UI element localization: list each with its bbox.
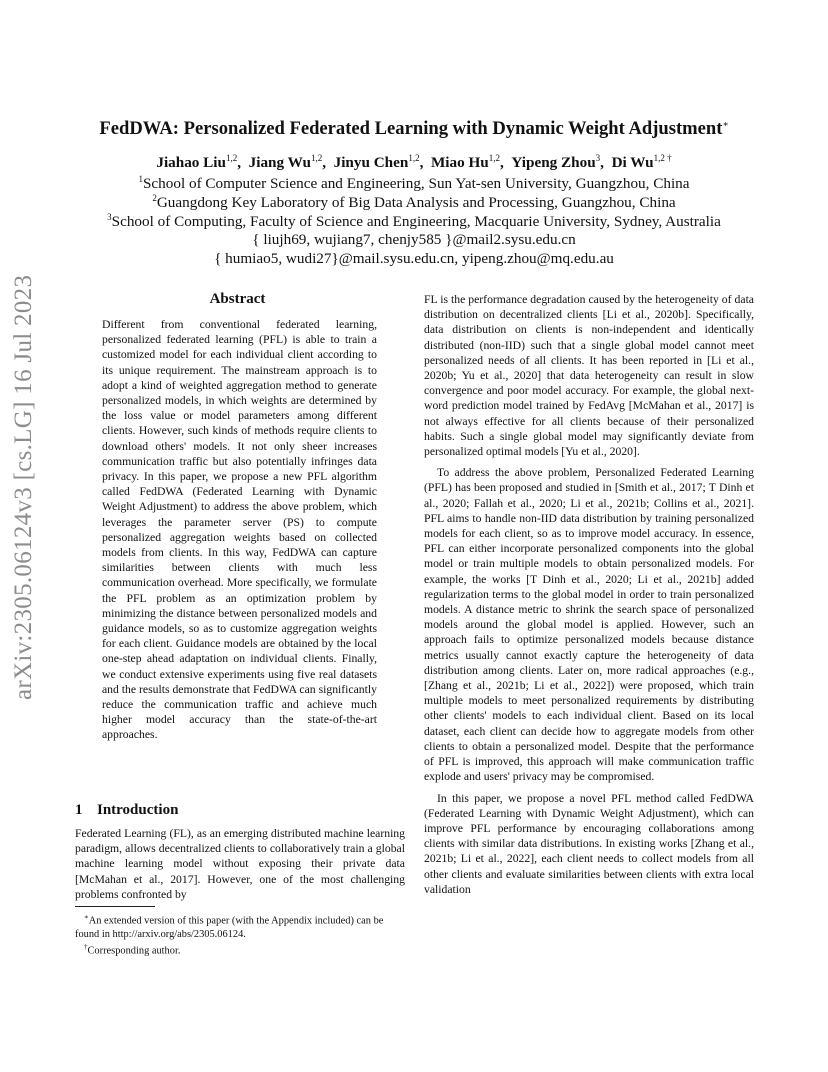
affiliation-text: School of Computer Science and Engineering, Sun Yat-sen University, Guangzhou, China	[142, 175, 690, 193]
body-paragraph: To address the above problem, Personalized Federated Learning (PFL) has been proposed and studied in [Smith et al., 2017; T Dinh et al., 2020; Fallah et al., 2020; Li et al., 2021b; Collins et al., 2021]. PFL aims to handle non-IID data distribution by training personalized models for each client, so as to improve model accuracy. In essence, PFL can either incorporate personalized components into the global model or train multiple models to obtain personalized models. For example, the works [T Dinh et al., 2020; Li et al., 2021b] added regularization terms to the global model in order to train personalized models. A distance metric to shrink the search space of personalized models around the global model is applied. However, such an approach fails to optimize personalized models because distance metrics usually cannot exactly capture the heterogeneity of data distribution among clients. Later on, more radical approaches (e.g., [Zhang et al., 2021b; Li et al., 2022]) were proposed, which train multiple models to meet personalized requirements by distributing other clients' models to each individual client. Based on its local dataset, each client can decide how to aggregate models from other clients to obtain a personalized model. Despite that the performance of PFL is improved, this approach will make communication traffic explode and users' privacy may be compromised.	[424, 466, 754, 784]
body-paragraph: In this paper, we propose a novel PFL method called FedDWA (Federated Learning with Dynamic Weight Adjustment), which can improve PFL performance by encouraging collaborations among clients with similar data distributions. In existing works [Zhang et al., 2021b; Li et al., 2022], each client needs to collect models from all other clients and evaluate similarities between clients with extra local validation	[424, 791, 754, 896]
author	[156, 154, 237, 171]
affiliation-mark: 1	[138, 174, 143, 184]
author-name: Jiahao Liu	[156, 154, 226, 172]
title-footnote-mark: ∗	[722, 118, 729, 129]
intro-paragraph-left	[75, 826, 405, 902]
author-affiliation-mark: 1,2	[488, 153, 501, 163]
email-line-2: { humiao5, wudi27}@mail.sysu.edu.cn, yipeng.zhou@mq.edu.au	[214, 250, 614, 267]
body-paragraph: Federated Learning (FL), as an emerging distributed machine learning paradigm, allows decentralized clients to collaboratively train a global machine learning model without exposing their private data [McMahan et al., 2017]. However, one of the most challenging problems confronted by	[75, 827, 405, 901]
author-affiliation-mark: 1,2	[408, 153, 420, 163]
author-name: Miao Hu	[430, 154, 489, 172]
right-column	[424, 292, 754, 897]
author	[431, 154, 500, 171]
section-number: 1	[75, 802, 83, 818]
author-name: Jinyu Chen	[333, 154, 409, 172]
affiliation-mark: 2	[152, 193, 157, 203]
footnote-mark: ∗	[84, 913, 89, 921]
author-affiliation-mark: 1,2	[310, 153, 323, 163]
affiliation-text: School of Computing, Faculty of Science and Engineering, Macquarie University, Sydney, Australia	[111, 213, 721, 231]
section-heading-introduction	[75, 802, 405, 819]
abstract-text: Different from conventional federated learning, personalized federated learning (PFL) is able to train a customized model for each individual client according to its unique requirement. The mainstream approach is to adopt a kind of weighted aggregation method to generate personalized models, in which weights are determined by the loss value or model parameters among different clients. However, such kinds of methods require clients to download others' models. It not only sheer increases communication traffic but also potentially infringes data privacy. In this paper, we propose a new PFL algorithm called FedDWA (Federated Learning with Dynamic Weight Adjustment) to address the above problem, which leverages the parameter server (PS) to compute personalized aggregation weights based on collected models from clients. In this way, FedDWA can capture similarities between clients with much less communication overhead. More specifically, we formulate the PFL problem as an optimization problem by minimizing the distance between personalized models and guidance models, so as to customize aggregation weights for each client. Guidance models are obtained by the local one-step ahead adaptation on individual clients. Finally, we conduct extensive experiments using five real datasets and the results demonstrate that FedDWA can significantly reduce the communication traffic and achieve much higher model accuracy than the state-of-the-art approaches.	[102, 318, 377, 742]
author	[511, 154, 600, 171]
author-name: Jiang Wu	[248, 154, 311, 172]
author	[334, 154, 420, 171]
author-affiliation-mark: 1,2 †	[653, 153, 672, 163]
footnote	[75, 941, 405, 958]
affiliation-mark: 3	[107, 212, 112, 222]
author-name: Di Wu	[611, 154, 654, 172]
author	[612, 154, 672, 171]
footnote-mark: †	[84, 942, 88, 951]
author	[249, 154, 323, 171]
footnote-text: Corresponding author.	[87, 945, 181, 957]
email-line-1: { liujh69, wujiang7, chenjy585 }@mail2.sysu.edu.cn	[252, 231, 576, 248]
affiliation-3	[0, 212, 828, 231]
body-paragraph: FL is the performance degradation caused by the heterogeneity of data distribution on decentralized clients [Li et al., 2020b]. Specifically, data distribution on clients is non-independent and identically distributed (non-IID) such that a single global model cannot meet personalized needs of all clients. It has been reported in [Li et al., 2020b; Yu et al., 2020] that data heterogeneity can result in slow convergence and poor model accuracy. For example, the global next-word prediction model trained by FedAvg [McMahan et al., 2017] is not always effective for all clients because of their personalized habits. Such a single global model may significantly deviate from personalized optimal models [Yu et al., 2020].	[424, 293, 754, 459]
affiliation-2	[0, 193, 828, 212]
section-title: Introduction	[97, 802, 179, 818]
paper-title	[0, 118, 828, 140]
affiliation-1	[0, 174, 828, 193]
arxiv-identifier: arXiv:2305.06124v3 [cs.LG] 16 Jul 2023	[10, 274, 37, 700]
author-affiliation-mark: 3	[595, 153, 601, 163]
abstract-heading: Abstract	[209, 291, 266, 307]
footnote	[75, 911, 405, 941]
author-list: Jiahao Liu$^{1,2}$, Jiang Wu$^{1,2}$, Jinyu Chen$^{1,2}$, Miao Hu$^{1,2}$, Yipeng Zhou$^3$, Di $Wu^{1,2 \dagger}$	[156, 153, 672, 172]
author-name: Yipeng Zhou	[511, 154, 596, 172]
footnote-rule	[75, 906, 155, 907]
title-text: FedDWA: Personalized Federated Learning with Dynamic Weight Adjustment	[99, 118, 723, 139]
footnotes	[75, 911, 405, 958]
affiliation-text: Guangdong Key Laboratory of Big Data Analysis and Processing, Guangzhou, China	[156, 194, 676, 212]
author-affiliation-mark: 1,2	[225, 153, 238, 163]
footnote-text: An extended version of this paper (with the Appendix included) can be found in http://arxiv.org/abs/2305.06124.	[75, 915, 384, 940]
